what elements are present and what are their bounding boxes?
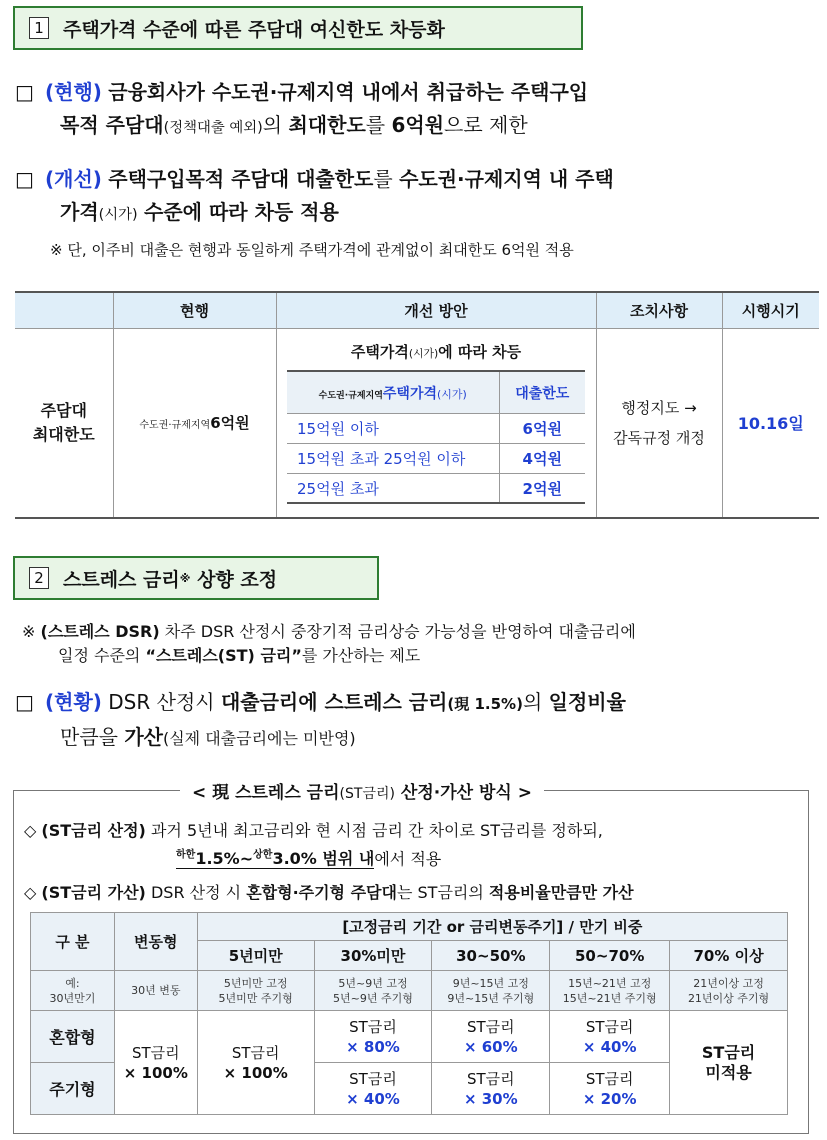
b2-a: DSR 산정 시 xyxy=(150,883,242,902)
note2-l2a: 일정 수준의 xyxy=(58,646,141,665)
st-val: × 80% xyxy=(346,1037,400,1056)
t1-action-2: 감독규정 개정 xyxy=(613,428,705,447)
section-1-number: 1 xyxy=(29,17,49,39)
t2-cycle-rate xyxy=(314,1063,432,1115)
st-val: × 30% xyxy=(463,1089,518,1108)
t1-date: 10.16일 xyxy=(722,328,819,518)
t1-action-1: 행정지도 → xyxy=(621,398,697,417)
t2-example-col xyxy=(550,971,670,1011)
t1-header-current: 현행 xyxy=(113,292,276,328)
t2-example-col xyxy=(432,971,550,1011)
st-val: × 60% xyxy=(463,1037,518,1056)
t1-header-action: 조치사항 xyxy=(596,292,722,328)
t1-current-amt: 6억원 xyxy=(210,414,250,433)
t2-mixed-rate xyxy=(314,1011,432,1063)
b1-v1: 1.5%~ xyxy=(195,849,254,869)
t2-head-col: 5년미만 xyxy=(197,941,314,971)
st-label: ST금리 xyxy=(585,1017,634,1036)
t2-var-rate xyxy=(114,1011,197,1115)
inner-limit: 4억원 xyxy=(499,443,585,473)
b1-l1: 과거 5년내 최고금리와 현 시점 금리 간 차이로 ST금리를 정하되, xyxy=(150,821,603,840)
table-row xyxy=(287,443,585,473)
section-2-title-sup: ※ xyxy=(179,571,191,585)
st-label: ST금리 xyxy=(349,1017,397,1036)
t1-row-label-1: 주담대 xyxy=(40,400,87,420)
t2-cycle-rate xyxy=(432,1063,550,1115)
st-label: ST금리 xyxy=(131,1043,180,1062)
p1-l2c: 의 xyxy=(262,113,283,137)
st-label: ST금리 xyxy=(466,1069,515,1088)
tag-current: (현행) xyxy=(45,80,102,104)
t1-it-c: 에 따라 차등 xyxy=(438,343,522,362)
b1-mark: ◇ xyxy=(24,821,37,840)
b1-sup1: 하한 xyxy=(176,850,196,861)
t1-current-cell xyxy=(113,328,276,518)
price-limit-subtable xyxy=(287,370,585,504)
p3-l1c: (現 1.5%) xyxy=(447,695,523,713)
t2-example-var: 30년 변동 xyxy=(114,971,197,1011)
t2-head-col: 50~70% xyxy=(550,941,670,971)
ex-a: 15년~21년 고정 xyxy=(568,976,652,990)
t2-mixed-rate xyxy=(550,1011,670,1063)
t2-under5-rate xyxy=(197,1011,314,1115)
b1-v2: 3.0% 범위 내 xyxy=(272,849,375,869)
t2-example-label xyxy=(31,971,115,1011)
ex-label-2: 30년만기 xyxy=(49,991,96,1005)
p1-l2a: 목적 주담대 xyxy=(60,113,164,137)
tag-status: (현황) xyxy=(45,690,102,714)
ex-a: 5년미만 고정 xyxy=(223,976,288,990)
t1-row-label xyxy=(15,328,113,518)
t1-it-b: (시가) xyxy=(408,347,439,361)
box-title xyxy=(180,778,544,803)
box-bullet-1 xyxy=(24,818,804,871)
p2-l1c: 수도권·규제지역 내 주택 xyxy=(399,167,614,191)
loan-limit-table xyxy=(15,291,819,519)
p2-l2b: (시가) xyxy=(98,207,138,223)
p3-l2a: 만큼을 xyxy=(60,725,118,749)
st-val: × 40% xyxy=(346,1089,400,1108)
b1-sup2: 상한 xyxy=(253,850,273,861)
table-row xyxy=(287,473,585,503)
t2-head-col: 70% 이상 xyxy=(670,941,788,971)
st-rate-table xyxy=(30,912,788,1115)
b2-mark: ◇ xyxy=(24,883,37,902)
t1-header-improve: 개선 방안 xyxy=(276,292,596,328)
t2-example-col xyxy=(670,971,788,1011)
section-2-title xyxy=(13,556,379,600)
b1-tag: (ST금리 산정) xyxy=(41,821,146,840)
na-2: 미적용 xyxy=(705,1062,752,1082)
p2-l1b: 를 xyxy=(373,167,393,191)
t2-example-col xyxy=(197,971,314,1011)
table-row xyxy=(287,413,585,443)
st-label: ST금리 xyxy=(585,1069,634,1088)
box-bullet-2 xyxy=(24,880,814,905)
note-relocation: ※ 단, 이주비 대출은 현행과 동일하게 주택가격에 관계없이 최대한도 6억원 적용 xyxy=(50,241,574,259)
p1-l2b: (정책대출 예외) xyxy=(163,120,263,136)
b2-c: 는 ST금리의 xyxy=(396,883,484,902)
t2-head-col: 30~50% xyxy=(432,941,550,971)
st-label: ST금리 xyxy=(349,1069,397,1088)
note-stress-dsr xyxy=(22,620,822,668)
inner-head-b: (시가) xyxy=(437,387,467,401)
t2-head-group: [고정금리 기간 or 금리변동주기] / 만기 비중 xyxy=(197,913,787,941)
p3-l1d: 의 xyxy=(522,690,543,714)
note2-mark: ※ xyxy=(22,622,36,641)
checkbox-mark: □ xyxy=(15,167,34,191)
st-full: × 100% xyxy=(123,1063,188,1082)
box-title-c: 산정·가산 방식 > xyxy=(400,783,532,803)
b2-tag: (ST금리 가산) xyxy=(41,883,146,902)
t1-improve-title xyxy=(277,341,596,362)
t1-it-a: 주택가격 xyxy=(350,343,409,362)
note2-l2b: “스트레스(ST) 금리” xyxy=(145,646,302,665)
t2-head-col: 30%미만 xyxy=(314,941,432,971)
p2-l2c: 수준에 따라 차등 적용 xyxy=(144,200,339,224)
p2-l2a: 가격 xyxy=(60,200,99,224)
checkbox-mark: □ xyxy=(15,690,34,714)
inner-price: 15억원 이하 xyxy=(287,413,499,443)
paragraph-improve xyxy=(15,163,821,232)
na-1: ST금리 xyxy=(701,1042,756,1062)
inner-head-limit: 대출한도 xyxy=(499,371,585,413)
section-2-title-a: 스트레스 금리 xyxy=(63,568,180,591)
p3-l1b: 대출금리에 스트레스 금리 xyxy=(220,690,448,714)
ex-b: 5년~9년 주기형 xyxy=(333,991,413,1005)
inner-head-a: 주택가격 xyxy=(382,385,438,402)
inner-price: 15억원 초과 25억원 이하 xyxy=(287,443,499,473)
note2-l1: 차주 DSR 산정시 중장기적 금리상승 가능성을 반영하여 대출금리에 xyxy=(164,622,636,641)
box-title-a: < 現 스트레스 금리 xyxy=(192,783,340,803)
inner-head-price xyxy=(287,371,499,413)
inner-price: 25억원 초과 xyxy=(287,473,499,503)
t1-current-small: 수도권·규제지역 xyxy=(139,420,211,432)
ex-label-1: 예: xyxy=(65,976,80,990)
checkbox-mark: □ xyxy=(15,80,34,104)
p1-l2f: 6억원 xyxy=(391,113,445,137)
b2-d: 적용비율만큼만 가산 xyxy=(488,883,634,902)
note2-tag: (스트레스 DSR) xyxy=(40,622,160,641)
section-2-title-b: 상향 조정 xyxy=(197,568,278,591)
p3-l2b: 가산 xyxy=(124,725,163,749)
tag-improve: (개선) xyxy=(45,167,102,191)
p1-l2d: 최대한도 xyxy=(288,113,366,137)
t2-mixed-rate xyxy=(432,1011,550,1063)
ex-b: 15년~21년 주기형 xyxy=(562,991,657,1005)
t2-row-mixed: 혼합형 xyxy=(31,1011,115,1063)
t1-header-date: 시행시기 xyxy=(722,292,819,328)
ex-b: 5년미만 주기형 xyxy=(218,991,293,1005)
ex-a: 21년이상 고정 xyxy=(693,976,764,990)
ex-a: 5년~9년 고정 xyxy=(338,976,408,990)
b2-b: 혼합형·주기형 주담대 xyxy=(246,883,397,902)
t2-example-col xyxy=(314,971,432,1011)
t1-improve-cell xyxy=(276,328,596,518)
t2-na xyxy=(670,1011,788,1115)
t2-row-cycle: 주기형 xyxy=(31,1063,115,1115)
t1-header-empty xyxy=(15,292,113,328)
ex-b: 21년이상 주기형 xyxy=(687,991,770,1005)
t1-action-cell xyxy=(596,328,722,518)
ex-b: 9년~15년 주기형 xyxy=(447,991,535,1005)
inner-head-small: 수도권·규제지역 xyxy=(318,390,383,401)
b1-end: 에서 적용 xyxy=(374,849,442,869)
inner-limit: 2억원 xyxy=(499,473,585,503)
t2-cycle-rate xyxy=(550,1063,670,1115)
paragraph-status xyxy=(15,686,821,755)
st-label: ST금리 xyxy=(466,1017,515,1036)
t2-head-gubun: 구 분 xyxy=(31,913,115,971)
section-1-title-text: 주택가격 수준에 따른 주담대 여신한도 차등화 xyxy=(63,18,445,41)
p2-l1a: 주택구입목적 주담대 대출한도 xyxy=(108,167,374,191)
p1-l2g: 으로 제한 xyxy=(444,113,528,137)
t2-head-var: 변동형 xyxy=(114,913,197,971)
inner-limit: 6억원 xyxy=(499,413,585,443)
p1-l2e: 를 xyxy=(365,113,386,137)
p1-line1: 금융회사가 수도권·규제지역 내에서 취급하는 주택구입 xyxy=(108,80,589,104)
p3-l2c: (실제 대출금리에는 미반영) xyxy=(162,729,356,748)
st-label: ST금리 xyxy=(231,1043,280,1062)
section-2-number: 2 xyxy=(29,567,49,589)
box-title-b: (ST금리) xyxy=(339,786,395,802)
p3-l1a: DSR 산정시 xyxy=(108,690,215,714)
st-val: × 40% xyxy=(582,1037,637,1056)
t1-row-label-2: 최대한도 xyxy=(32,424,95,444)
p3-l1e: 일정비율 xyxy=(548,690,626,714)
ex-a: 9년~15년 고정 xyxy=(452,976,529,990)
st-full: × 100% xyxy=(223,1063,288,1082)
paragraph-current xyxy=(15,76,821,145)
section-1-title xyxy=(13,6,583,50)
st-val: × 20% xyxy=(582,1089,637,1108)
note2-l2c: 를 가산하는 제도 xyxy=(301,646,421,665)
